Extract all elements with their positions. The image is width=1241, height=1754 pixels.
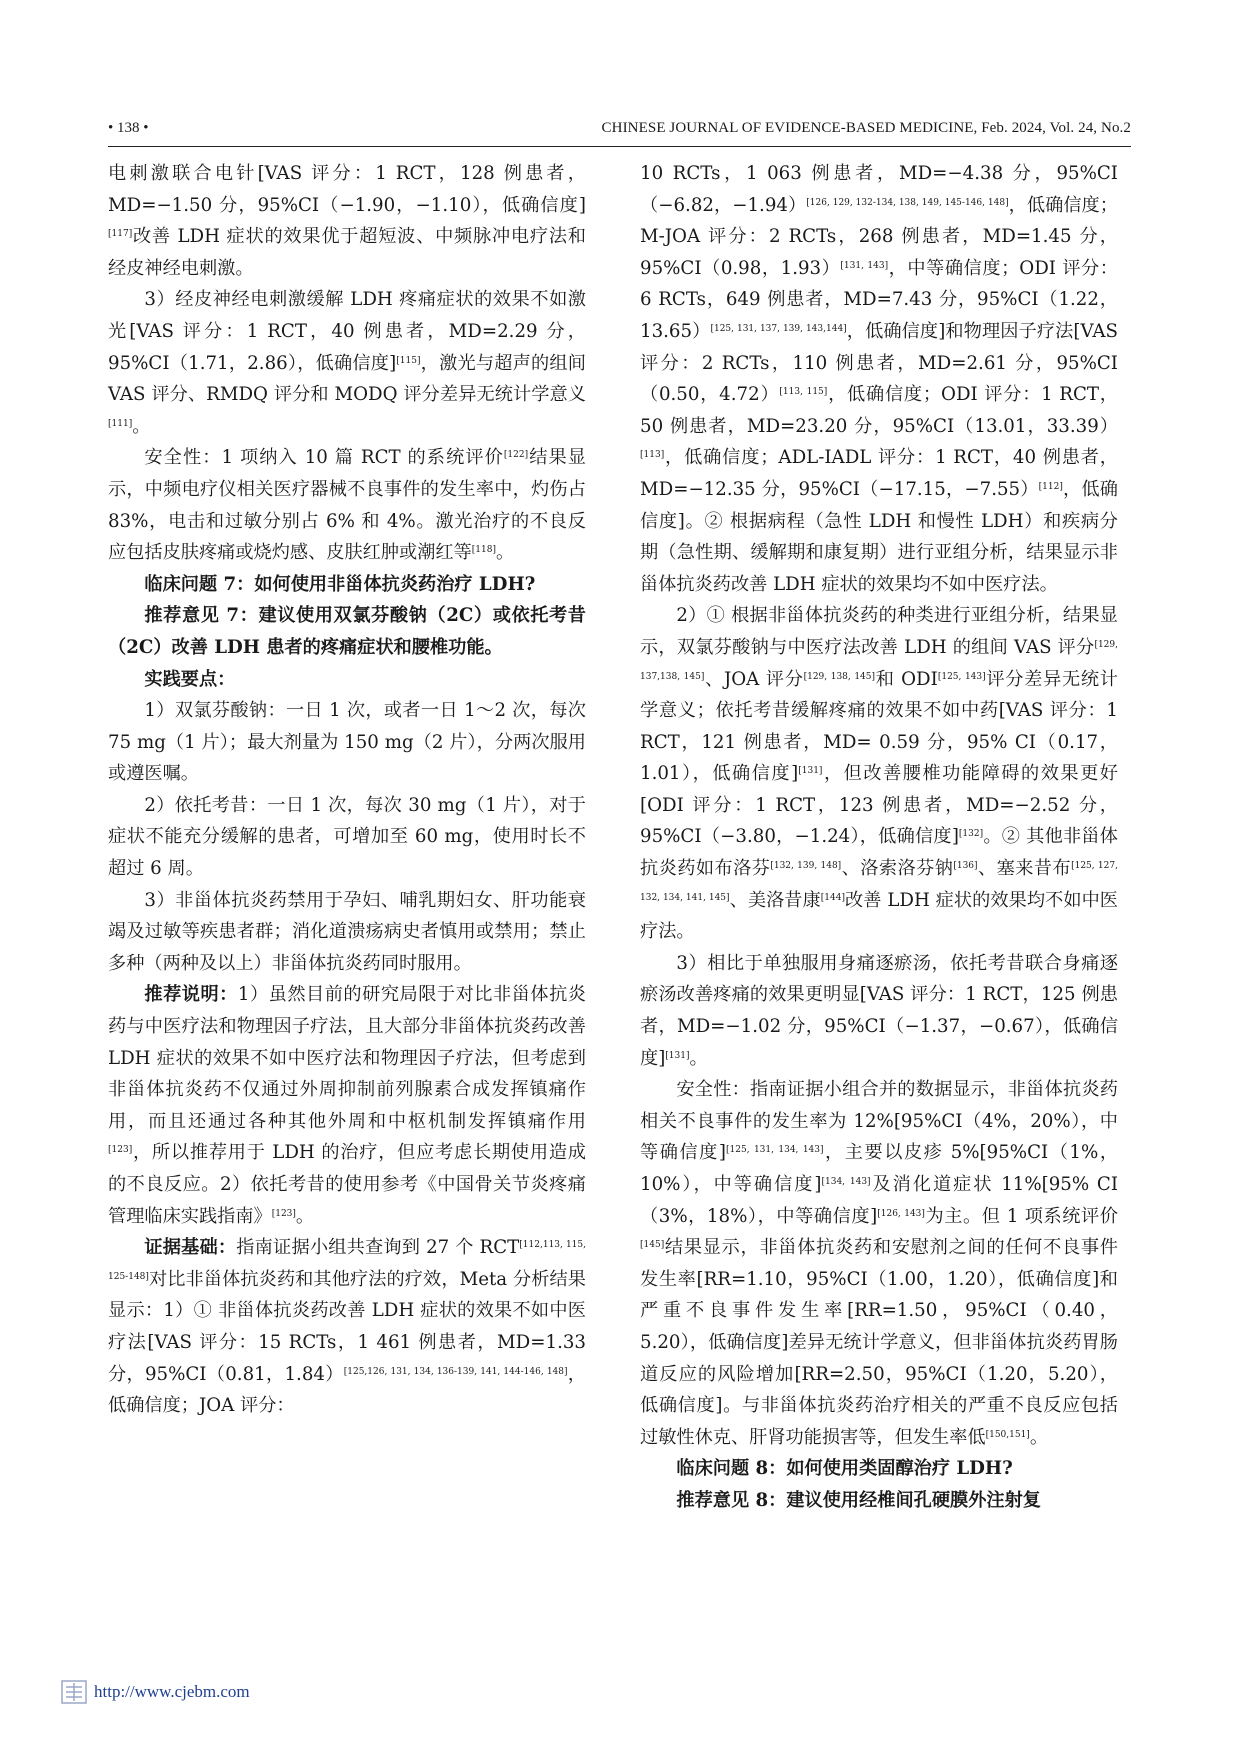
citation-ref: [115] xyxy=(396,355,421,366)
citation-ref: [132] xyxy=(958,829,984,840)
page-header xyxy=(108,112,1131,147)
citation-ref: [126, 129, 132-134, 138, 149, 145-146, 148] xyxy=(806,197,1009,208)
journal-logo-icon xyxy=(60,1678,88,1706)
journal-url-link[interactable]: http://www.cjebm.com xyxy=(94,1682,250,1701)
right-column xyxy=(640,158,1118,1517)
text-run: 3）经皮神经电刺激缓解 LDH 疼痛症状的效果不如激光[VAS 评分：1 RCT，40 例患者，MD=2.29 分，95%CI（1.71，2.86），低确信度] xyxy=(108,289,586,374)
text-run: 改善 LDH 症状的效果均不如中医疗法。 xyxy=(640,889,1118,943)
text-run: ，低确信度；JOA 评分： xyxy=(108,1363,586,1417)
paragraph xyxy=(108,158,586,284)
text-run: ，中等确信度；ODI 评分：6 RCTs，649 例患者，MD=7.43 分，95%CI（1.22，13.65） xyxy=(640,257,1118,342)
practice-point: 2）依托考昔：一日 1 次，每次 30 mg（1 片），对于症状不能充分缓解的患者，可增加至 60 mg，使用时长不超过 6 周。 xyxy=(108,794,586,880)
text-run: 。 xyxy=(689,1047,708,1069)
text-run: 。② 其他非甾体抗炎药如布洛芬 xyxy=(640,826,1118,880)
page-number: • 138 • xyxy=(108,120,149,136)
citation-ref: [122] xyxy=(503,450,529,461)
text-run: ，低确信度]。② 根据病程（急性 LDH 和慢性 LDH）和疾病分期（急性期、缓解期和康复期）进行亚组分析，结果显示非甾体抗炎药改善 LDH 症状的效果均不如中医疗法。 xyxy=(640,478,1118,595)
citation-ref: [126, 143] xyxy=(877,1208,925,1219)
page-footer xyxy=(60,1678,250,1706)
citation-ref: [125, 131, 137, 139, 143,144] xyxy=(710,323,847,334)
text-run: 和 ODI xyxy=(875,668,938,690)
clinical-question-7: 临床问题 7：如何使用非甾体抗炎药治疗 LDH? xyxy=(144,573,536,595)
clinical-question-8: 临床问题 8：如何使用类固醇治疗 LDH? xyxy=(676,1458,1013,1480)
citation-ref: [125, 143] xyxy=(937,671,986,682)
text-run: ，低确信度；ODI 评分：1 RCT，50 例患者，MD=23.20 分，95%CI（13.01，33.39） xyxy=(640,384,1118,437)
text-run: 。 xyxy=(1029,1426,1049,1448)
text-run: 指南证据小组共查询到 27 个 RCT xyxy=(236,1237,520,1259)
citation-ref: [125, 127, 132, 134, 141, 145] xyxy=(640,861,1118,903)
citation-ref: [123] xyxy=(108,1145,133,1156)
text-run: 电刺激联合电针[VAS 评分：1 RCT，128 例患者，MD=−1.50 分，95%CI（−1.90，−1.10），低确信度] xyxy=(108,163,586,216)
text-run: 结果显示，非甾体抗炎药和安慰剂之间的任何不良事件发生率[RR=1.10，95%CI（1.00，1.20），低确信度]和严重不良事件发生率[RR=1.50，95%CI（0.40，5.20），低确信度]差异无统计学意义，但非甾体抗炎药胃肠道反应的风险增加[RR=2.50，95%CI（1.20，5.20），低确信度]。与非甾体抗炎药治疗相关的严重不良反应包括过敏性休克、肝肾功能损害等，但发生率低 xyxy=(640,1237,1118,1448)
text-run: ，所以推荐用于 LDH 的治疗，但应考虑长期使用造成的不良反应。2）依托考昔的使用参考《中国骨关节炎疼痛管理临床实践指南》 xyxy=(108,1142,586,1227)
citation-ref: [132, 139, 148] xyxy=(770,861,842,872)
citation-ref: [150,151] xyxy=(985,1429,1030,1440)
citation-ref: [111] xyxy=(108,418,133,429)
citation-ref: [131, 143] xyxy=(840,260,889,271)
text-run: 为主。但 1 项系统评价 xyxy=(924,1205,1118,1227)
citation-ref: [145] xyxy=(640,1240,665,1251)
text-run: 安全性：指南证据小组合并的数据显示，非甾体抗炎药相关不良事件的发生率为 12%[95%CI（4%，20%），中等确信度] xyxy=(640,1079,1118,1164)
text-run: 。 xyxy=(495,542,515,564)
paragraph xyxy=(108,1232,586,1422)
text-run: 、JOA 评分 xyxy=(704,668,804,690)
left-column xyxy=(108,158,586,1422)
recommendation-8: 推荐意见 8：建议使用经椎间孔硬膜外注射复 xyxy=(676,1489,1041,1511)
paragraph xyxy=(640,1074,1118,1453)
citation-ref: [134, 143] xyxy=(821,1177,871,1187)
citation-ref: [129, 138, 145] xyxy=(803,671,876,682)
citation-ref: [131] xyxy=(798,766,823,777)
paragraph xyxy=(640,158,1118,600)
paragraph xyxy=(640,600,1118,948)
recommendation-7: 推荐意见 7：建议使用双氯芬酸钠（2C）或依托考昔（2C）改善 LDH 患者的疼痛症状和腰椎功能。 xyxy=(108,605,586,658)
journal-title: CHINESE JOURNAL OF EVIDENCE-BASED MEDICINE, Feb. 2024, Vol. 24, No.2 xyxy=(601,120,1131,136)
paragraph xyxy=(108,979,586,1232)
citation-ref: [125, 131, 134, 143] xyxy=(726,1145,824,1156)
citation-ref: [123] xyxy=(271,1208,296,1219)
text-run: 、美洛昔康 xyxy=(729,889,821,911)
citation-ref: [113, 115] xyxy=(779,387,828,398)
text-run: ，低确信度；ADL-IADL 评分：1 RCT，40 例患者，MD=−12.35 分，95%CI（−17.15，−7.55） xyxy=(640,447,1118,500)
text-run: 评分差异无统计学意义；依托考昔缓解疼痛的效果不如中药[VAS 评分：1 RCT，121 例患者，MD= 0.59 分，95% CI（0.17，1.01），低确信度] xyxy=(640,668,1118,785)
text-run: ，主要以皮疹 5%[95%CI（1%，10%），中等确信度] xyxy=(640,1142,1119,1195)
citation-ref: [129, 137,138, 145] xyxy=(640,639,1118,682)
text-run: 10 RCTs，1 063 例患者，MD=−4.38 分，95%CI（−6.82，−1.94） xyxy=(640,163,1118,216)
text-run: 1）虽然目前的研究局限于对比非甾体抗炎药与中医疗法和物理因子疗法，且大部分非甾体抗炎药改善 LDH 症状的效果不如中医疗法和物理因子疗法，但考虑到非甾体抗炎药不仅通过外周抑制前列腺素合成发挥镇痛作用，而且还通过各种其他外周和中枢机制发挥镇痛作用 xyxy=(108,984,586,1132)
citation-ref: [118] xyxy=(471,545,496,556)
text-run: 及消化道症状 11%[95% CI（3%，18%），中等确信度] xyxy=(640,1174,1119,1227)
paragraph xyxy=(108,442,586,568)
citation-ref: [112] xyxy=(1038,481,1063,492)
text-run: 推荐说明： xyxy=(144,984,238,1006)
text-run: 安全性：1 项纳入 10 篇 RCT 的系统评价 xyxy=(144,447,504,469)
text-run: ，但改善腰椎功能障碍的效果更好[ODI 评分：1 RCT，123 例患者，MD=−2.52 分，95%CI（−3.80，−1.24），低确信度] xyxy=(640,763,1118,848)
text-run: 。 xyxy=(295,1205,315,1227)
text-run: 、塞来昔布 xyxy=(977,858,1072,880)
text-run: 结果显示，中频电疗仪相关医疗器械不良事件的发生率中，灼伤占 83%，电击和过敏分别占 6% 和 4%。激光治疗的不良反应包括皮肤疼痛或烧灼感、皮肤红肿或潮红等 xyxy=(108,447,586,564)
text-run: ，激光与超声的组间 VAS 评分、RMDQ 评分和 MODQ 评分差异无统计学意义 xyxy=(108,352,586,406)
paragraph xyxy=(108,284,586,442)
citation-ref: [136] xyxy=(953,861,978,872)
text-run: 3）相比于单独服用身痛逐瘀汤，依托考昔联合身痛逐瘀汤改善疼痛的效果更明显[VAS 评分：1 RCT，125 例患者，MD=−1.02 分，95%CI（−1.37，−0.67），低确信度] xyxy=(640,952,1118,1069)
text-run: 。 xyxy=(132,415,151,437)
practice-point: 1）双氯芬酸钠：一日 1 次，或者一日 1～2 次，每次 75 mg（1 片）；最大剂量为 150 mg（2 片），分两次服用或遵医嘱。 xyxy=(108,700,586,785)
citation-ref: [131] xyxy=(665,1050,690,1061)
citation-ref: [125,126, 131, 134, 136-139, 141, 144-146, 148] xyxy=(343,1366,568,1377)
paragraph xyxy=(640,948,1118,1074)
text-run: 改善 LDH 症状的效果优于超短波、中频脉冲电疗法和经皮神经电刺激。 xyxy=(108,226,586,279)
text-run: ，低确信度；M-JOA 评分：2 RCTs，268 例患者，MD=1.45 分，95%CI（0.98，1.93） xyxy=(640,194,1118,279)
citation-ref: [112,113, 115, 125-148] xyxy=(108,1240,586,1282)
text-run: 对比非甾体抗炎药和其他疗法的疗效，Meta 分析结果显示：1）① 非甾体抗炎药改善 LDH 症状的效果不如中医疗法[VAS 评分：15 RCTs，1 461 例患者，MD=1.33 分，95%CI（0.81，1.84） xyxy=(108,1268,586,1385)
practice-points-title: 实践要点： xyxy=(144,668,236,690)
text-run: ，低确信度]和物理因子疗法[VAS 评分：2 RCTs，110 例患者，MD=2.61 分，95%CI（0.50，4.72） xyxy=(640,320,1118,406)
citation-ref: [117] xyxy=(108,229,133,240)
practice-point: 3）非甾体抗炎药禁用于孕妇、哺乳期妇女、肝功能衰竭及过敏等疾患者群；消化道溃疡病史者慎用或禁用；禁止多种（两种及以上）非甾体抗炎药同时服用。 xyxy=(108,889,586,974)
citation-ref: [113] xyxy=(640,450,665,461)
text-run: 、洛索洛芬钠 xyxy=(841,858,954,880)
text-run: 证据基础： xyxy=(144,1237,237,1259)
text-run: 2）① 根据非甾体抗炎药的种类进行亚组分析，结果显示，双氯芬酸钠与中医疗法改善 LDH 的组间 VAS 评分 xyxy=(640,605,1118,658)
citation-ref: [144] xyxy=(820,892,845,903)
